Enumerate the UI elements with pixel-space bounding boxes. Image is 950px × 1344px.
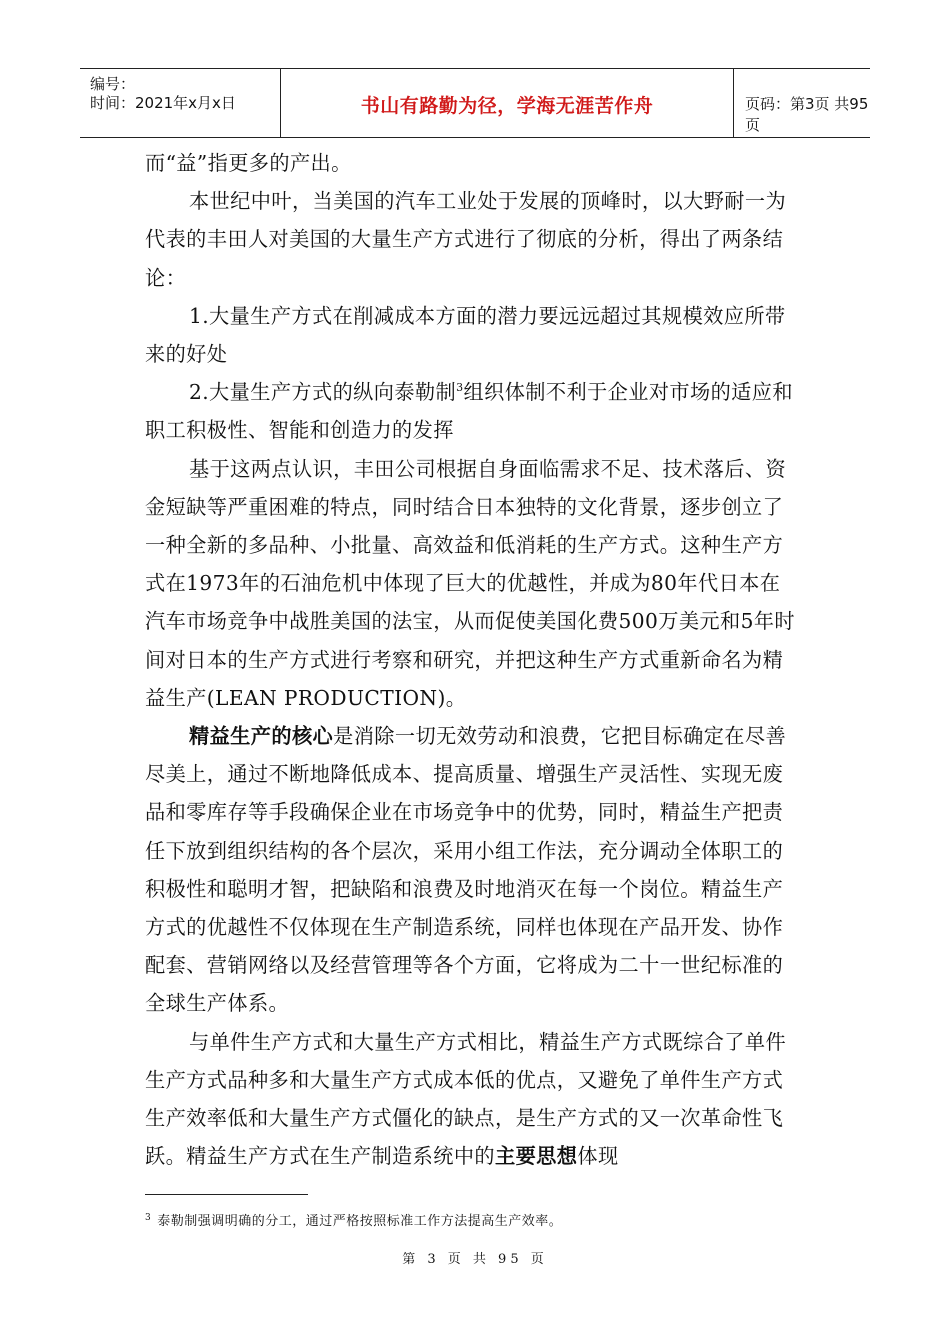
date-label: 时间：2021年x月x日 xyxy=(90,94,236,112)
footnote-text: 泰勒制强调明确的分工，通过严格按照标准工作方法提高生产效率。 xyxy=(157,1214,563,1229)
list-item xyxy=(145,373,800,449)
footnote-ref: 3 xyxy=(456,381,464,395)
document-body xyxy=(145,144,800,1175)
page-footer: 第 3 页 共 95 页 xyxy=(402,1252,548,1267)
footnote xyxy=(145,1210,562,1229)
doc-number-label: 编号： xyxy=(90,75,136,93)
footnote-divider xyxy=(145,1194,308,1195)
bold-term: 主要思想 xyxy=(495,1144,578,1169)
bold-term: 精益生产的核心 xyxy=(189,724,334,749)
paragraph-text: 与单件生产方式和大量生产方式相比，精益生产方式既综合了单件生产方式品种多和大量生产方式成本低的优点，又避免了单件生产方式生产效率低和大量生产方式僵化的缺点，是生产方式的又一次革命性飞跃。精益生产方式在生产制造系统中的 xyxy=(145,1029,787,1169)
header-meta-cell xyxy=(80,69,281,137)
list-item: 1.大量生产方式在削减成本方面的潜力要远远超过其规模效应所带来的好处 xyxy=(145,303,786,367)
paragraph: 而“益”指更多的产出。 xyxy=(145,151,352,175)
header-motto-cell xyxy=(281,69,734,137)
list-item-text: 2.大量生产方式的纵向泰勒制 xyxy=(189,380,457,405)
paragraph-text: 是消除一切无效劳动和浪费，它把目标确定在尽善尽美上，通过不断地降低成本、提高质量、增强生产灵活性、实现无废品和零库存等手段确保企业在市场竞争中的优势，同时，精益生产把责任下放到组织结构的各个层次，采用小组工作法，充分调动全体职工的积极性和聪明才智，把缺陷和浪费及时地消灭在每一个岗位。精益生产方式的优越性不仅体现在生产制造系统，同样也体现在产品开发、协作配套、营销网络以及经营管理等各个方面，它将成为二十一世纪标准的全球生产体系。 xyxy=(145,724,787,1016)
list-item-text: 组织体制不利于企业对市场的适应和职工积极性、智能和创造力的发挥 xyxy=(145,380,793,443)
footnote-mark: 3 xyxy=(145,1213,152,1223)
page-info: 页码：第3页 共95页 xyxy=(745,95,869,134)
header-page-cell xyxy=(735,69,870,137)
paragraph xyxy=(145,1023,800,1176)
paragraph xyxy=(145,717,800,1023)
paragraph: 基于这两点认识，丰田公司根据自身面临需求不足、技术落后、资金短缺等严重困难的特点，同时结合日本独特的文化背景，逐步创立了一种全新的多品种、小批量、高效益和低消耗的生产方式。这种生产方式在1973年的石油危机中体现了巨大的优越性，并成为80年代日本在汽车市场竞争中战胜美国的法宝，从而促使美国化费500万美元和5年时间对日本的生产方式进行考察和研究，并把这种生产方式重新命名为精益生产(LEAN PRODUCTION)。 xyxy=(145,456,796,710)
motto-text: 书山有路勤为径，学海无涯苦作舟 xyxy=(360,95,654,117)
page-header xyxy=(80,68,870,138)
paragraph: 本世纪中叶，当美国的汽车工业处于发展的顶峰时，以大野耐一为代表的丰田人对美国的大量生产方式进行了彻底的分析，得出了两条结论： xyxy=(145,189,787,290)
paragraph-text: 体现 xyxy=(577,1144,619,1169)
